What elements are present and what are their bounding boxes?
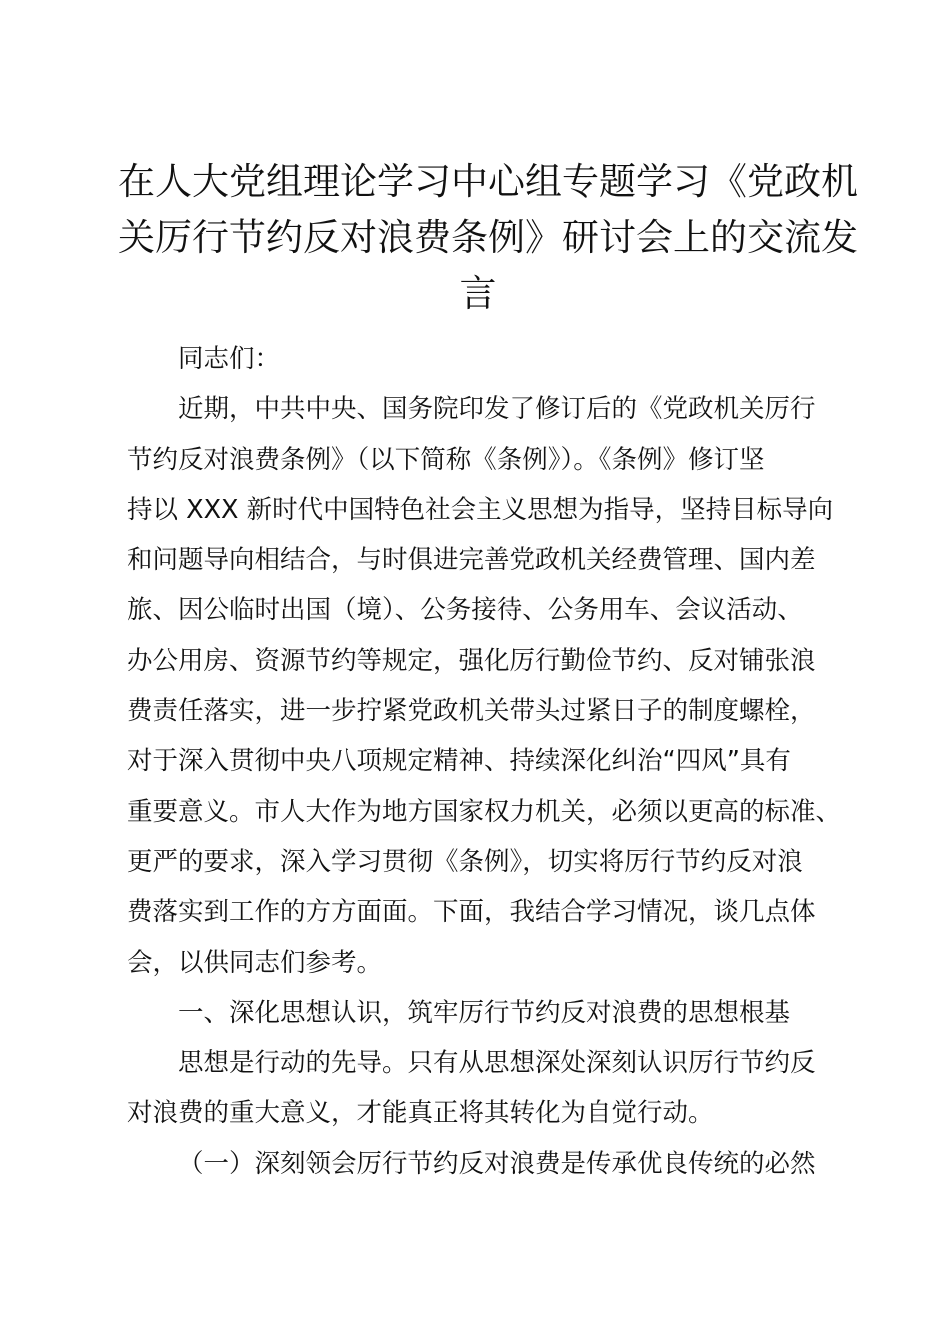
paragraph-line: 费责任落实，进一步拧紧党政机关带头过紧日子的制度螺栓， xyxy=(127,696,816,727)
paragraph-line: 持以 XXX 新时代中国特色社会主义思想为指导，坚持目标导向 xyxy=(127,494,834,525)
paragraph-line: 更严的要求，深入学习贯彻《条例》，切实将厉行节约反对浪 xyxy=(127,846,803,877)
paragraph-line: 费落实到工作的方方面面。下面，我结合学习情况，谈几点体 xyxy=(127,897,816,928)
paragraph-line: 办公用房、资源节约等规定，强化厉行勤俭节约、反对铺张浪 xyxy=(127,645,816,676)
title-line: 言 xyxy=(459,272,497,315)
paragraph-line: 和问题导向相结合，与时俱进完善党政机关经费管理、国内差 xyxy=(127,545,816,576)
paragraph-line: 思想是行动的先导。只有从思想深处深刻认识厉行节约反 xyxy=(178,1048,816,1079)
subsection-heading: （一）深刻领会厉行节约反对浪费是传承优良传统的必然 xyxy=(178,1148,816,1179)
paragraph-section1 xyxy=(127,1038,837,1139)
paragraph-intro xyxy=(127,384,842,988)
section-heading: 一、深化思想认识，筑牢厉行节约反对浪费的思想根基 xyxy=(178,997,791,1028)
paragraph-line: 对浪费的重大意义，才能真正将其转化为自觉行动。 xyxy=(127,1098,714,1129)
paragraph-line: 对于深入贯彻中央八项规定精神、持续深化纠治“四风”具有 xyxy=(127,746,791,777)
title-line: 关厉行节约反对浪费条例》研讨会上的交流发 xyxy=(118,216,858,259)
paragraph-line: 旅、因公临时出国（境）、公务接待、公务用车、会议活动、 xyxy=(127,595,803,626)
document-title xyxy=(118,154,858,322)
paragraph-line: 节约反对浪费条例》（以下简称《条例》）。《条例》修订坚 xyxy=(127,444,765,475)
salutation: 同志们： xyxy=(178,344,281,374)
paragraph-line: 会，以供同志们参考。 xyxy=(127,947,383,978)
paragraph-line: 近期，中共中央、国务院印发了修订后的《党政机关厉行 xyxy=(178,394,816,425)
title-line: 在人大党组理论学习中心组专题学习《党政机 xyxy=(118,160,858,203)
document-body xyxy=(127,334,842,1189)
paragraph-line: 重要意义。市人大作为地方国家权力机关，必须以更高的标准、 xyxy=(127,796,842,827)
